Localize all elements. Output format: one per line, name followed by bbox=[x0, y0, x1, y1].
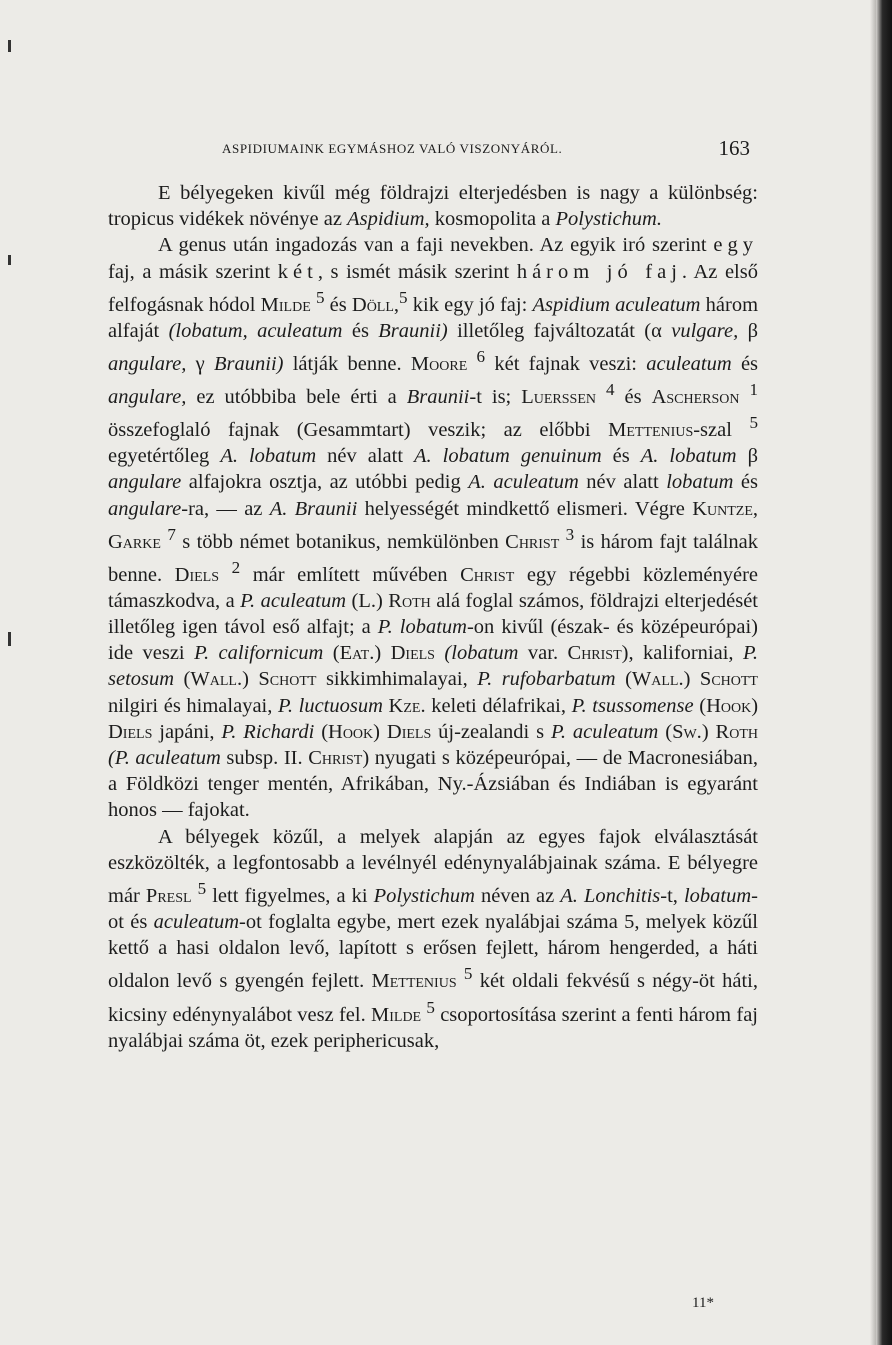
body-text bbox=[108, 180, 758, 1054]
margin-mark bbox=[8, 632, 11, 646]
running-title: ASPIDIUMAINK EGYMÁSHOZ VALÓ VISZONYÁRÓL. bbox=[222, 141, 563, 156]
page-edge bbox=[876, 0, 892, 1345]
paragraph: E bélyegeken kivűl még földrajzi elterjedésben is nagy a különbség: tropicus vidékek növénye az Aspidium, kosmopolita a Polystichum. bbox=[108, 182, 758, 231]
margin-mark bbox=[8, 255, 11, 265]
page-number: 163 bbox=[718, 136, 750, 160]
signature-mark: 11* bbox=[692, 1295, 714, 1311]
margin-mark bbox=[8, 40, 11, 52]
running-header bbox=[222, 136, 750, 160]
paragraph: A bélyegek közűl, a melyek alapján az egyes fajok elválasztását eszközölték, a legfontosabb a levélnyél edénynyalábjainak száma. E bélyegre már Presl $^5$ lett figyelmes, a ki Polystichum néven az A. Lonchitis-t, lobatum-ot és aculeatum-ot foglalta egybe, mert ezek nyalábjai száma 5, melyek közűl kettő a hasi oldalon levő, lapított s erősen fejlett, három hengerded, a háti oldalon levő s gyengén fejlett. Mettenius $^5$ két oldali fekvésű s négy-öt háti, kicsiny edénynyalábot vesz fel. Milde $^5$ csoportosítása szerint a fenti három faj nyalábjai száma öt, ezek periphericusak, bbox=[108, 825, 759, 1052]
paragraph: A genus után ingadozás van a faji nevekben. Az egyik iró szerint egy faj, a másik szerint két, s ismét másik szerint három jó faj. Az első felfogásnak hódol Milde $^5$ és Döll,$^5$ kik egy jó faj: Aspidium aculeatum három alfaját (lobatum, aculeatum és Braunii) illetőleg fajváltozatát (α vulgare, β angulare, γ Braunii) látják benne. Moore $^6$ két fajnak veszi: aculeatum és angulare, ez utóbbiba bele érti a Braunii-t is; Luerssen $^4$ és Ascherson $^1$ összefoglaló fajnak (Gesammtart) veszik; az előbbi Mettenius-szal $^5$ egyetértőleg A. lobatum név alatt A. lobatum genuinum és A. lobatum β angulare alfajokra osztja, az utóbbi pedig A. aculeatum név alatt lobatum és angulare-ra, — az A. Braunii helyességét mindkettő elismeri. Végre Kuntze, Garke $^7$ s több német botanikus, nemkülönben Christ $^3$ is három fajt találnak benne. Diels $^2$ már említett művében Christ egy régebbi közleményére támaszkodva, a P. aculeatum (L.) Roth alá foglal számos, földrajzi elterjedését illetőleg igen távol eső alfajt; a P. lobatum-on kivűl (észak- és középeurópai) ide veszi P. californicum (Eat.) Diels (lobatum var. Christ), kaliforniai, P. setosum (Wall.) Schott sikkimhimalayai, P. rufobarbatum (Wall.) Schott nilgiri és himalayai, P. luctuosum Kze. keleti délafrikai, P. tsussomense (Hook) Diels japáni, P. Richardi (Hook) Diels új-zealandi s P. aculeatum (Sw.) Roth (P. aculeatum subsp. II. Christ) nyugati s középeurópai, — de Macronesiában, a Földközi tenger mentén, Afrikában, Ny.-Ázsiában és Indiában is egyaránt honos — fajokat. bbox=[108, 234, 759, 822]
